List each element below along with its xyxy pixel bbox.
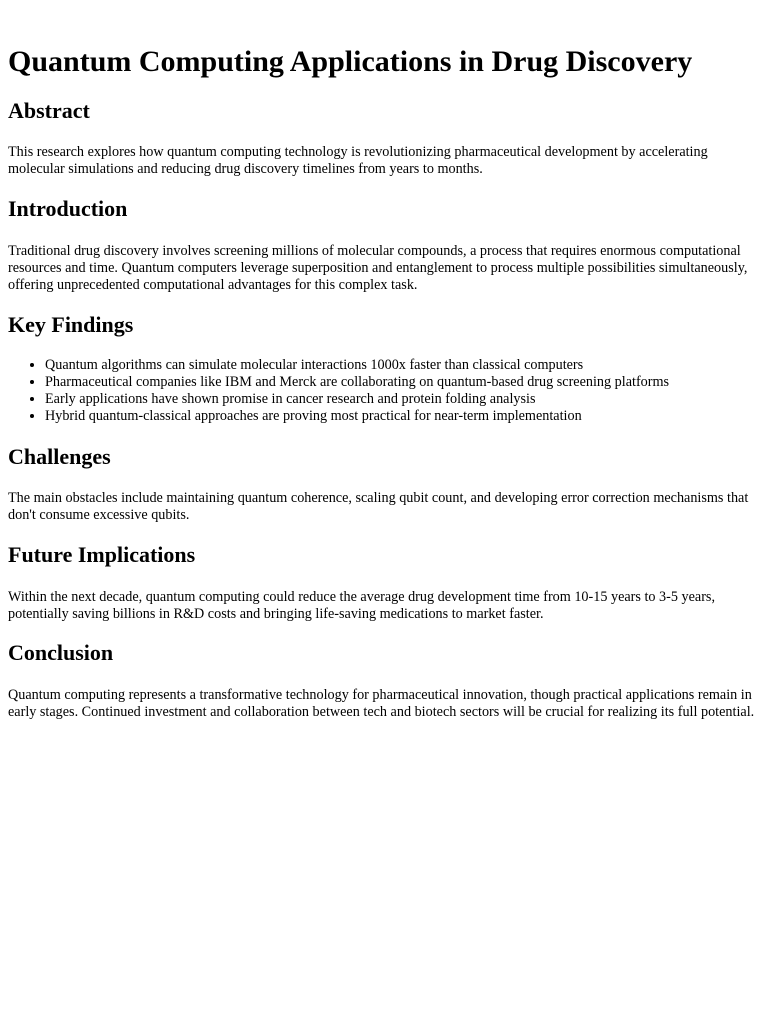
heading-key-findings: Key Findings xyxy=(8,312,134,337)
heading-introduction: Introduction xyxy=(8,196,128,221)
paragraph-challenges: The main obstacles include maintaining quantum coherence, scaling qubit count, and developing error correction mechanisms that don't consume excessive qubits. xyxy=(8,490,749,523)
list-item: • Hybrid quantum-classical approaches are proving most practical for near-term implementation xyxy=(45,408,760,425)
paragraph-future-implications: Within the next decade, quantum computing could reduce the average drug development time from 10-15 years to 3-5 years, potentially saving billions in R&D costs and bringing life-saving medications to market faster. xyxy=(8,589,715,622)
heading-conclusion: Conclusion xyxy=(8,640,114,665)
list-item: • Pharmaceutical companies like IBM and Merck are collaborating on quantum-based drug screening platforms xyxy=(45,374,760,391)
page-title: Quantum Computing Applications in Drug Discovery xyxy=(8,45,693,78)
heading-future-implications: Future Implications xyxy=(8,542,196,567)
list-item: • Quantum algorithms can simulate molecular interactions 1000x faster than classical computers xyxy=(45,357,760,374)
heading-challenges: Challenges xyxy=(8,444,111,469)
key-findings-list xyxy=(8,357,760,425)
paragraph-conclusion: Quantum computing represents a transformative technology for pharmaceutical innovation, though practical applications remain in early stages. Continued investment and collaboration between tech and biotech sectors will be crucial for realizing its full potential. xyxy=(8,687,755,720)
paragraph-introduction: Traditional drug discovery involves screening millions of molecular compounds, a process that requires enormous computational resources and time. Quantum computers leverage superposition and entanglement to process multiple possibilities simultaneously, offering unprecedented computational advantages for this complex task. xyxy=(8,243,748,293)
paragraph-abstract: This research explores how quantum computing technology is revolutionizing pharmaceutical development by accelerating molecular simulations and reducing drug discovery timelines from years to months. xyxy=(8,144,708,177)
list-item: • Early applications have shown promise in cancer research and protein folding analysis xyxy=(45,391,760,408)
heading-abstract: Abstract xyxy=(8,98,90,123)
